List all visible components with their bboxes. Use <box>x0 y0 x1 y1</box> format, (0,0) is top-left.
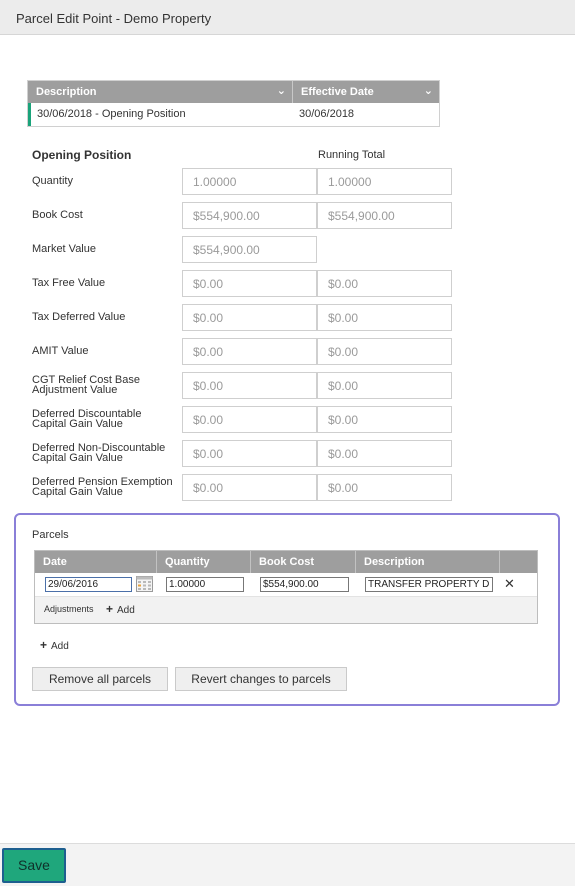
chevron-down-icon[interactable]: ⌄ <box>276 85 286 97</box>
column-header-label: Description <box>36 86 97 98</box>
parcels-title: Parcels <box>32 529 69 541</box>
parcel-date-input[interactable]: 29/06/2016 <box>45 577 132 592</box>
parcels-grid <box>34 550 538 624</box>
book-cost-label: Book Cost <box>32 209 83 221</box>
column-header-description[interactable]: Description <box>356 551 500 573</box>
add-parcel-button[interactable] <box>40 638 69 652</box>
cgt-relief-label: CGT Relief Cost Base Adjustment Value <box>32 374 141 396</box>
column-header-quantity[interactable]: Quantity <box>157 551 251 573</box>
amit-value-field[interactable]: $0.00 <box>182 338 317 365</box>
add-parcel-label: Add <box>51 641 69 652</box>
book-cost-running-total: $554,900.00 <box>317 202 452 229</box>
tax-deferred-value-label: Tax Deferred Value <box>32 311 126 323</box>
deferred-discountable-label: Deferred Discountable Capital Gain Value <box>32 408 142 430</box>
parcels-grid-header <box>35 551 537 573</box>
deferred-non-discountable-field[interactable]: $0.00 <box>182 440 317 467</box>
tax-deferred-value-running-total: $0.00 <box>317 304 452 331</box>
quantity-field[interactable]: 1.00000 <box>182 168 317 195</box>
cgt-relief-running-total: $0.00 <box>317 372 452 399</box>
deferred-discountable-running-total: $0.00 <box>317 406 452 433</box>
parcels-panel <box>14 513 560 706</box>
opening-position-heading: Opening Position <box>32 148 132 162</box>
parcel-quantity-input[interactable]: 1.00000 <box>166 577 244 592</box>
history-row-description: 30/06/2018 - Opening Position <box>37 108 186 120</box>
book-cost-field[interactable]: $554,900.00 <box>182 202 317 229</box>
deferred-pension-field[interactable]: $0.00 <box>182 474 317 501</box>
market-value-field[interactable]: $554,900.00 <box>182 236 317 263</box>
add-adjustment-button[interactable] <box>106 602 135 616</box>
parcel-row <box>35 573 537 597</box>
column-header-effective-date[interactable] <box>293 81 439 103</box>
plus-icon: + <box>40 638 48 652</box>
close-icon[interactable]: ✕ <box>504 576 515 591</box>
footer-bar <box>0 843 575 886</box>
market-value-label: Market Value <box>32 243 96 255</box>
deferred-pension-running-total: $0.00 <box>317 474 452 501</box>
tax-free-value-label: Tax Free Value <box>32 277 106 289</box>
deferred-non-discountable-running-total: $0.00 <box>317 440 452 467</box>
chevron-down-icon[interactable]: ⌄ <box>423 85 433 97</box>
cgt-relief-field[interactable]: $0.00 <box>182 372 317 399</box>
tax-deferred-value-field[interactable]: $0.00 <box>182 304 317 331</box>
column-header-date[interactable]: Date <box>35 551 157 573</box>
title-bar <box>0 0 575 35</box>
history-row-selected[interactable] <box>28 103 439 126</box>
plus-icon: + <box>106 602 114 616</box>
deferred-discountable-field[interactable]: $0.00 <box>182 406 317 433</box>
parcel-book-cost-input[interactable]: $554,900.00 <box>260 577 349 592</box>
history-grid-header <box>28 81 439 103</box>
deferred-pension-label: Deferred Pension Exemption Capital Gain Value <box>32 476 173 498</box>
tax-free-value-running-total: $0.00 <box>317 270 452 297</box>
quantity-label: Quantity <box>32 175 73 187</box>
column-header-book-cost[interactable]: Book Cost <box>251 551 356 573</box>
column-header-label: Effective Date <box>301 86 374 98</box>
history-grid <box>27 80 440 127</box>
deferred-non-discountable-label: Deferred Non-Discountable Capital Gain Value <box>32 442 166 464</box>
tax-free-value-field[interactable]: $0.00 <box>182 270 317 297</box>
save-button[interactable]: Save <box>2 848 66 883</box>
quantity-running-total: 1.00000 <box>317 168 452 195</box>
window-title: Parcel Edit Point - Demo Property <box>16 11 212 26</box>
amit-value-label: AMIT Value <box>32 345 89 357</box>
add-adjustment-label: Add <box>117 605 135 616</box>
calendar-icon[interactable] <box>136 576 153 592</box>
running-total-heading: Running Total <box>318 149 386 161</box>
column-header-description[interactable] <box>28 81 293 103</box>
parcel-description-input[interactable]: TRANSFER PROPERTY D <box>365 577 493 592</box>
history-row-effective-date: 30/06/2018 <box>299 108 355 120</box>
adjustments-label: Adjustments <box>44 604 94 614</box>
remove-all-parcels-button[interactable]: Remove all parcels <box>32 667 168 691</box>
amit-value-running-total: $0.00 <box>317 338 452 365</box>
revert-parcels-button[interactable]: Revert changes to parcels <box>175 667 347 691</box>
